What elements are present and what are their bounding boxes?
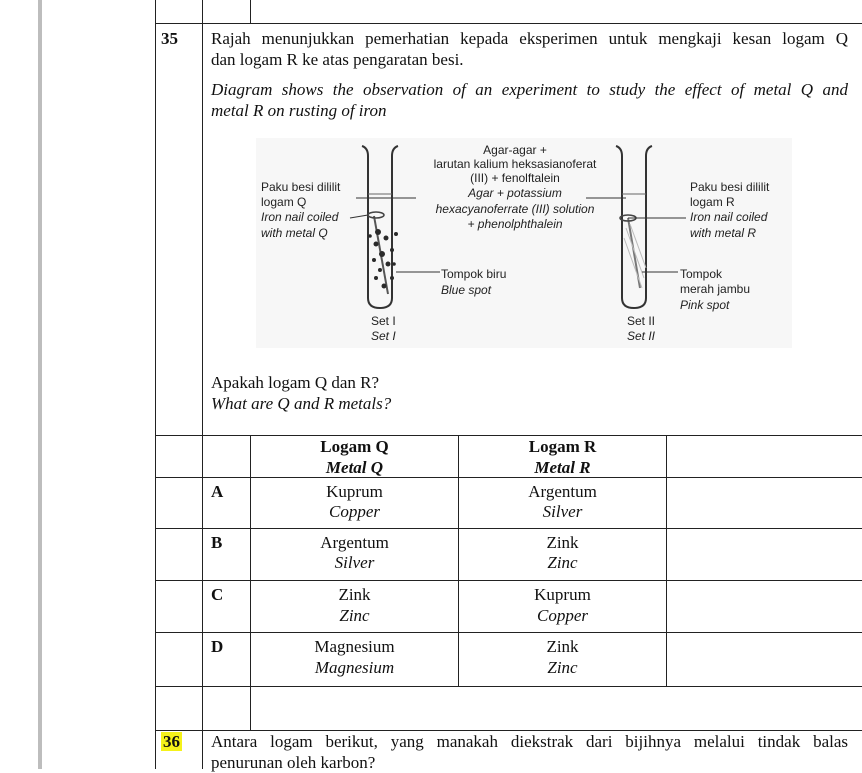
option-d-q-english: Magnesium (314, 658, 395, 677)
right-nail-label: logam R (690, 195, 735, 209)
option-d-r: Zink (546, 637, 579, 656)
question-prompt-malay: Apakah logam Q dan R? (211, 373, 380, 392)
option-b-q: Argentum (320, 533, 389, 552)
agar-label: (III) + fenolftalein (470, 171, 560, 185)
left-nail-label-english: with metal Q (261, 226, 328, 240)
agar-label-english: Agar + potassium (468, 186, 562, 200)
question-text-malay: Rajah menunjukkan pemerhatian kepada eksperimen untuk mengkaji kesan logam Q (211, 29, 848, 48)
question-number (161, 731, 182, 752)
option-letter-d[interactable]: D (211, 637, 224, 656)
header-metal-q-english: Metal Q (325, 458, 384, 477)
option-b-r-english: Zinc (547, 553, 578, 572)
left-nail-label-english: Iron nail coiled (261, 210, 339, 224)
agar-label: Agar-agar + (483, 143, 547, 157)
grid-line (155, 0, 156, 769)
option-c-r: Kuprum (534, 585, 591, 604)
pink-spot-label-english: Pink spot (680, 298, 730, 312)
right-nail-label-english: Iron nail coiled (690, 210, 768, 224)
option-a-r: Argentum (528, 482, 597, 501)
set2-label: Set II (627, 314, 656, 328)
option-a-r-english: Silver (542, 502, 583, 521)
question-number-highlight: 36 (163, 732, 180, 751)
grid-line (155, 632, 862, 633)
blue-spot-label-english: Blue spot (441, 283, 492, 297)
grid-line (250, 0, 251, 23)
agar-label: larutan kalium heksasianoferat (433, 157, 597, 171)
right-nail-label-english: with metal R (690, 226, 757, 240)
agar-label-english: + phenolphthalein (467, 217, 563, 231)
grid-line (202, 0, 203, 769)
set1-label: Set I (371, 314, 396, 328)
option-letter-c[interactable]: C (211, 585, 224, 604)
option-d-r-english: Zinc (547, 658, 578, 677)
test-tube-set1 (362, 146, 398, 308)
agar-label-english: hexacyanoferrate (III) solution (435, 202, 595, 216)
question-text-malay: penurunan oleh karbon? (211, 753, 376, 772)
set2-label-english: Set II (627, 329, 656, 343)
header-metal-r-english: Metal R (534, 458, 591, 477)
test-tube-set2 (616, 146, 652, 308)
option-b-r: Zink (546, 533, 579, 552)
option-c-q: Zink (338, 585, 371, 604)
pink-spot-label: Tompok (680, 267, 723, 281)
blue-spots (368, 229, 398, 289)
blue-spot-label: Tompok biru (441, 267, 507, 281)
option-letter-a[interactable]: A (211, 482, 224, 501)
header-metal-r: Logam R (528, 437, 597, 456)
question-text-malay: dan logam R ke atas pengaratan besi. (211, 50, 464, 69)
right-nail-label: Paku besi dililit (690, 180, 770, 194)
option-c-q-english: Zinc (339, 606, 370, 625)
grid-line (155, 686, 862, 687)
set1-label-english: Set I (371, 329, 396, 343)
grid-line (666, 435, 667, 686)
grid-line (155, 528, 862, 529)
question-text-english: metal R on rusting of iron (211, 101, 387, 120)
question-prompt-english: What are Q and R metals? (211, 394, 392, 413)
question-number: 35 (161, 29, 178, 48)
option-letter-b[interactable]: B (211, 533, 223, 552)
question-text-malay: Antara logam berikut, yang manakah diekstrak dari bijihnya melalui tindak balas (211, 732, 848, 751)
option-a-q-english: Copper (329, 502, 380, 521)
option-a-q: Kuprum (326, 482, 383, 501)
grid-line (155, 580, 862, 581)
header-metal-q: Logam Q (320, 437, 389, 456)
option-b-q-english: Silver (334, 553, 375, 572)
left-nail-label: logam Q (261, 195, 307, 209)
option-d-q: Magnesium (314, 637, 395, 656)
left-nail-label: Paku besi dililit (261, 180, 341, 194)
option-c-r-english: Copper (537, 606, 588, 625)
grid-line (155, 23, 862, 24)
experiment-diagram (256, 138, 792, 348)
question-text-english: Diagram shows the observation of an experiment to study the effect of metal Q and (211, 80, 848, 99)
pink-spot-label: merah jambu (680, 282, 751, 296)
